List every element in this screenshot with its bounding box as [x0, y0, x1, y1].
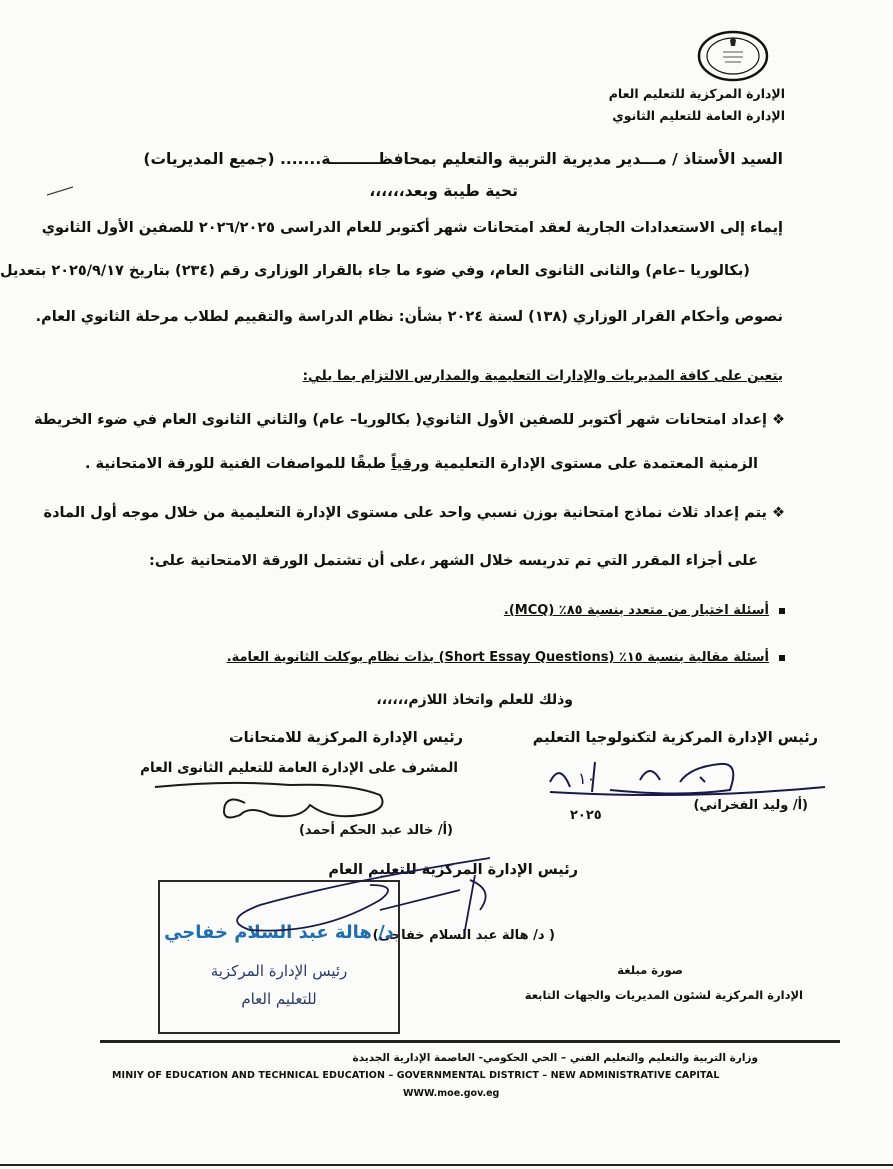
square-bullet-icon: [779, 655, 785, 661]
question-type-essay: [227, 650, 785, 665]
bullet-1-text-b: طبقًا للمواصفات الفنية للورقة الامتحانية .: [84, 456, 392, 472]
signature-right-icon: [540, 752, 830, 802]
footer-address-english: MINIY OF EDUCATION AND TECHNICAL EDUCATION – GOVERNMENTAL DISTRICT – NEW ADMINISTRATIVE CAPITAL: [112, 1070, 720, 1081]
square-bullet-icon: [779, 608, 785, 614]
stamp-dept: للتعليم العام: [241, 990, 317, 1008]
bullet-1-line-2: [85, 456, 758, 472]
pen-mark-icon: [45, 185, 75, 197]
cc-label: صورة مبلغة: [617, 963, 683, 977]
bullet-1-line-1: ❖ إعداد امتحانات شهر أكتوبر للصفين الأول الثانوي( بكالوريا– عام) والثاني الثانوى العام في ضوء الخريطة: [33, 412, 785, 428]
signatory-right-name: (أ/ وليد الفخراني): [693, 798, 808, 813]
bullet-2-line-2: على أجزاء المقرر التي تم تدريسه خلال الشهر ،على أن تشتمل الورقة الامتحانية على:: [149, 553, 758, 569]
signatory-right-title: رئيس الإدارة المركزية لتكنولوجيا التعليم: [532, 730, 818, 746]
intro-line-2: (بكالوريا –عام) والثانى الثانوى العام، وفي ضوء ما جاء بالقرار الوزارى رقم (٢٣٤) بتاريخ ٢٠٢٥/٩/١٧ بتعديل: [0, 263, 750, 279]
intro-line-3: نصوص وأحكام القرار الوزاري (١٣٨) لسنة ٢٠٢٤ بشأن: نظام الدراسة والتقييم لطلاب مرحلة الثانوي العام.: [35, 309, 783, 325]
signature-left-icon: [150, 775, 410, 825]
signatory-middle-title: رئيس الإدارة المركزية للتعليم العام: [328, 862, 578, 878]
header-department-line1: الإدارة المركزية للتعليم العام: [608, 86, 785, 101]
bullet-1-text-a: الزمنية المعتمدة على مستوى الإدارة التعليمية: [429, 456, 758, 472]
footer-divider: [100, 1040, 840, 1043]
signatory-left-name: (أ/ خالد عبد الحكم أحمد): [298, 823, 453, 838]
footer-address-arabic: وزارة التربية والتعليم والتعليم الفني – الحي الحكومي- العاصمة الإدارية الجديدة: [352, 1052, 758, 1064]
signature-middle-icon: [200, 850, 500, 940]
intro-line-1: إيماء إلى الاستعدادات الجارية لعقد امتحانات شهر أكتوبر للعام الدراسى ٢٠٢٦/٢٠٢٥ للصفين الأول الثانوي: [41, 220, 783, 236]
greeting: تحية طيبة وبعد،،،،،،: [369, 182, 518, 200]
signature-date-handwritten: ٢٠٢٥: [570, 808, 602, 823]
question-type-essay-text: أسئلة مقالية بنسبة ١٥٪ (Short Essay Questions) بذات نظام بوكلت الثانوية العامة.: [226, 650, 769, 665]
header-department-line2: الإدارة العامة للتعليم الثانوي: [612, 108, 785, 123]
question-type-mcq: [504, 603, 785, 618]
directive-heading: يتعين على كافة المديريات والإدارات التعليمية والمدارس الالتزام بما يلي:: [302, 368, 783, 384]
bullet-1-underlined-word: ورقياً: [391, 456, 430, 472]
bullet-2-line-1: ❖ يتم إعداد ثلاث نماذج امتحانية بوزن نسبي واحد على مستوى الإدارة التعليمية من خلال موجه أول المادة: [43, 505, 785, 521]
signatory-middle-name: ( د/ هالة عبد السلام خفاجى): [372, 928, 555, 943]
ministry-seal-icon: [697, 30, 769, 82]
addressee-line: السيد الأستاذ / مـــدير مديرية التربية والتعليم بمحافظـــــــــة....... (جميع المديريات): [143, 150, 783, 168]
page-bottom-edge: [0, 1164, 893, 1166]
signatory-left-title-1: رئيس الإدارة المركزية للامتحانات: [229, 730, 463, 746]
footer-website-link[interactable]: WWW.moe.gov.eg: [403, 1088, 500, 1099]
question-type-mcq-text: أسئلة اختيار من متعدد بنسبة ٨٥٪ (MCQ).: [503, 603, 769, 618]
svg-text:١٠: ١٠: [578, 769, 596, 788]
signatory-left-title-2: المشرف على الإدارة العامة للتعليم الثانوى العام: [140, 760, 458, 776]
stamp-title: رئيس الإدارة المركزية: [210, 962, 348, 980]
stamp-name: د/ هالة عبد السلام خفاجي: [164, 922, 394, 943]
closing-line: وذلك للعلم واتخاذ اللازم،،،،،،: [376, 692, 573, 708]
cc-department: الإدارة المركزية لشئون المديريات والجهات التابعة: [524, 988, 803, 1002]
